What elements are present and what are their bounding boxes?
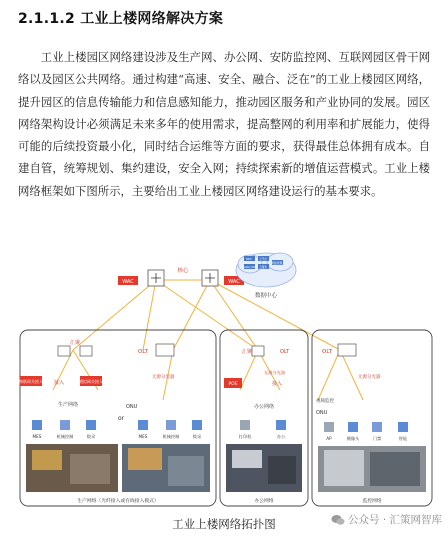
wechat-icon: [331, 514, 345, 526]
edge-access-label: 模拟网关接入: [79, 379, 103, 384]
office-agg-switch-icon: [252, 346, 264, 356]
security-olt-label: OLT: [322, 349, 332, 355]
wac-right-label: WAC: [228, 279, 240, 285]
production-onu-label: ONU: [126, 404, 138, 410]
svg-text:AP: AP: [326, 436, 332, 441]
watermark-text: 公众号 · 汇策网智库: [347, 514, 442, 526]
svg-text:iMaster NCE: iMaster NCE: [241, 266, 257, 269]
zone-production-label: 生产网络（光纤接入或有线接入模式）: [77, 499, 159, 504]
svg-text:摄像头: 摄像头: [346, 436, 360, 441]
body-paragraph: 工业上楼园区网络建设涉及生产网、办公网、安防监控网、互联网园区骨干网络以及园区公共网络。通过构建“高速、安全、融合、泛在”的工业上楼园区网络，提升园区的信息传输能力和信息感知能力，推动园区服务和产业协同的发展。园区网络架构设计必须满足未来多年的使用需求，提高整网的利用率和扩展能力，使得可能的后续投资最小化，同时结合运维等方面的要求，获得最佳总体拥有成本。自建自管，统筹规划、集约建设，安全入网；持续探索新的增值运营模式。工业上楼网络框架如下图所示，主要给出工业上楼园区网络建设运行的基本要求。: [18, 50, 430, 198]
office-device-icons: [239, 420, 286, 440]
wac-left-label: WAC: [122, 279, 134, 285]
office-access-label: 接入: [272, 381, 283, 387]
production-olt-label: OLT: [138, 349, 148, 355]
data-center-cloud: [236, 253, 296, 287]
office-olt-label: OLT: [280, 349, 290, 355]
svg-text:MEC: MEC: [246, 258, 252, 261]
security-device-icons: [324, 422, 408, 442]
svg-text:办公: 办公: [276, 434, 286, 439]
agg-switch-2-icon: [80, 346, 92, 356]
office-splitter-label: 无源分光器: [264, 370, 285, 375]
security-splitter-label: 无源分光器: [358, 375, 381, 380]
svg-text:数采: 数采: [192, 434, 202, 439]
zone-security-label: 监控网络: [362, 499, 382, 504]
svg-text:打印机: 打印机: [238, 434, 252, 439]
office-aggregation-label: 汇聚: [242, 349, 253, 355]
svg-text:门禁: 门禁: [372, 436, 382, 441]
production-olt-icon: [156, 344, 174, 356]
iot-access-label: 物联网关接入: [19, 379, 43, 384]
security-video-label: 视频监控: [316, 399, 334, 404]
agg-switch-1-icon: [58, 346, 70, 356]
svg-text:网络管理: 网络管理: [271, 262, 283, 265]
office-poe-label: POE: [228, 382, 238, 387]
security-onu-label: ONU: [316, 410, 328, 416]
security-olt-icon: [338, 344, 356, 356]
svg-text:MES: MES: [32, 434, 42, 439]
section-heading: 2.1.1.2 工业上楼网络解决方案: [18, 11, 224, 27]
production-line-label: 生产网络: [58, 402, 79, 408]
production-splitter-label: 无源分光器: [152, 375, 175, 380]
svg-text:机械控制: 机械控制: [162, 434, 180, 439]
watermark: [331, 512, 442, 527]
svg-text:机械控制: 机械控制: [56, 434, 74, 439]
figure-caption: 工业上楼网络拓扑图: [172, 517, 276, 531]
data-center-label: 数据中心: [254, 293, 278, 299]
production-or-label: or: [118, 415, 125, 422]
office-network-label: 办公网络: [253, 404, 275, 410]
production-access-label: 接入: [54, 380, 65, 386]
svg-text:智能: 智能: [398, 436, 408, 441]
svg-text:MES: MES: [138, 434, 148, 439]
network-topology-diagram: [18, 250, 438, 510]
production-aggregation-label: 汇聚: [69, 340, 81, 346]
production-device-icons-left: [32, 420, 96, 440]
zone-office-label: 办公网络: [254, 499, 274, 504]
svg-text:云平台: 云平台: [259, 258, 267, 261]
production-device-icons-right: [138, 420, 202, 440]
svg-text:云服务: 云服务: [259, 266, 267, 269]
core-label: 核心: [177, 268, 189, 274]
svg-text:数采: 数采: [86, 434, 96, 439]
